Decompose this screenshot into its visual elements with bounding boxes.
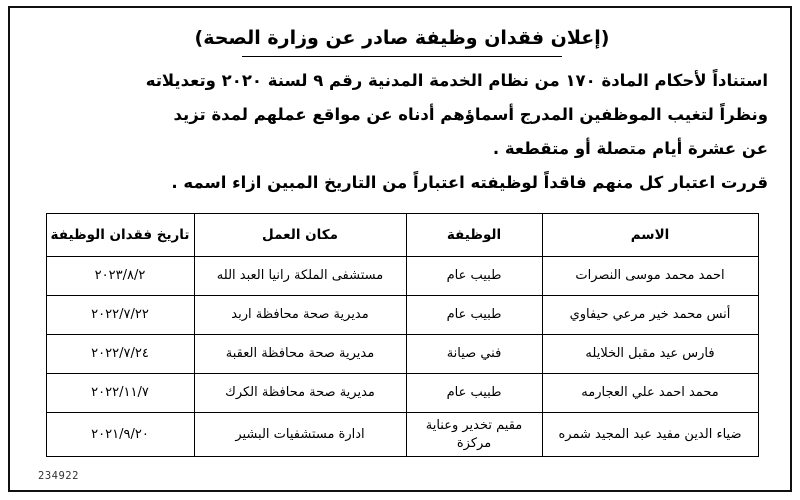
cell-workplace: مديرية صحة محافظة اربد (194, 296, 406, 335)
table-header-row (46, 214, 758, 257)
cell-workplace: مديرية صحة محافظة الكرك (194, 374, 406, 413)
cell-date: ٢٠٢٢/٧/٢٤ (46, 335, 194, 374)
table-row (46, 413, 758, 457)
paragraph-4: قررت اعتبار كل منهم فاقداً لوظيفته اعتباراً من التاريخ المبين ازاء اسمه . (171, 173, 768, 193)
cell-date: ٢٠٢٣/٨/٢ (46, 257, 194, 296)
cell-job: مقيم تخدير وعناية مركزة (406, 413, 542, 457)
cell-job: طبيب عام (406, 374, 542, 413)
paragraph-3: عن عشرة أيام متصلة أو متقطعة . (492, 138, 768, 158)
cell-date: ٢٠٢٢/١١/٧ (46, 374, 194, 413)
column-header-date: تاريخ فقدان الوظيفة (46, 214, 194, 257)
table-row (46, 374, 758, 413)
cell-workplace: مستشفى الملكة رانيا العبد الله (194, 257, 406, 296)
cell-name: أنس محمد خير مرعي حيفاوي (542, 296, 758, 335)
cell-name: فارس عيد مقبل الخلايله (542, 335, 758, 374)
cell-workplace: مديرية صحة محافظة العقبة (194, 335, 406, 374)
table-row (46, 296, 758, 335)
employees-table (46, 213, 759, 457)
cell-name: محمد احمد علي العجارمه (542, 374, 758, 413)
cell-name: احمد محمد موسى النصرات (542, 257, 758, 296)
table-row (46, 257, 758, 296)
reference-number: 234922 (38, 470, 79, 482)
paragraph-1: استناداً لأحكام المادة ١٧٠ من نظام الخدمة المدنية رقم ٩ لسنة ٢٠٢٠ وتعديلاته (145, 70, 768, 90)
column-header-job: الوظيفة (406, 214, 542, 257)
table-row (46, 335, 758, 374)
cell-name: ضياء الدين مفيد عبد المجيد شمره (542, 413, 758, 457)
cell-workplace: ادارة مستشفيات البشير (194, 413, 406, 457)
cell-job: فني صيانة (406, 335, 542, 374)
paragraph-2: ونظراً لتغيب الموظفين المدرج أسماؤهم أدناه عن مواقع عملهم لمدة تزيد (173, 104, 768, 124)
announcement-body (32, 65, 772, 200)
page-title: (إعلان فقدان وظيفة صادر عن وزارة الصحة) (194, 27, 610, 49)
column-header-name: الاسم (542, 214, 758, 257)
cell-date: ٢٠٢٢/٧/٢٢ (46, 296, 194, 335)
document-content (32, 18, 772, 457)
title-underline (242, 56, 562, 57)
cell-date: ٢٠٢١/٩/٢٠ (46, 413, 194, 457)
document-border (8, 6, 792, 492)
column-header-workplace: مكان العمل (194, 214, 406, 257)
cell-job: طبيب عام (406, 257, 542, 296)
cell-job: طبيب عام (406, 296, 542, 335)
